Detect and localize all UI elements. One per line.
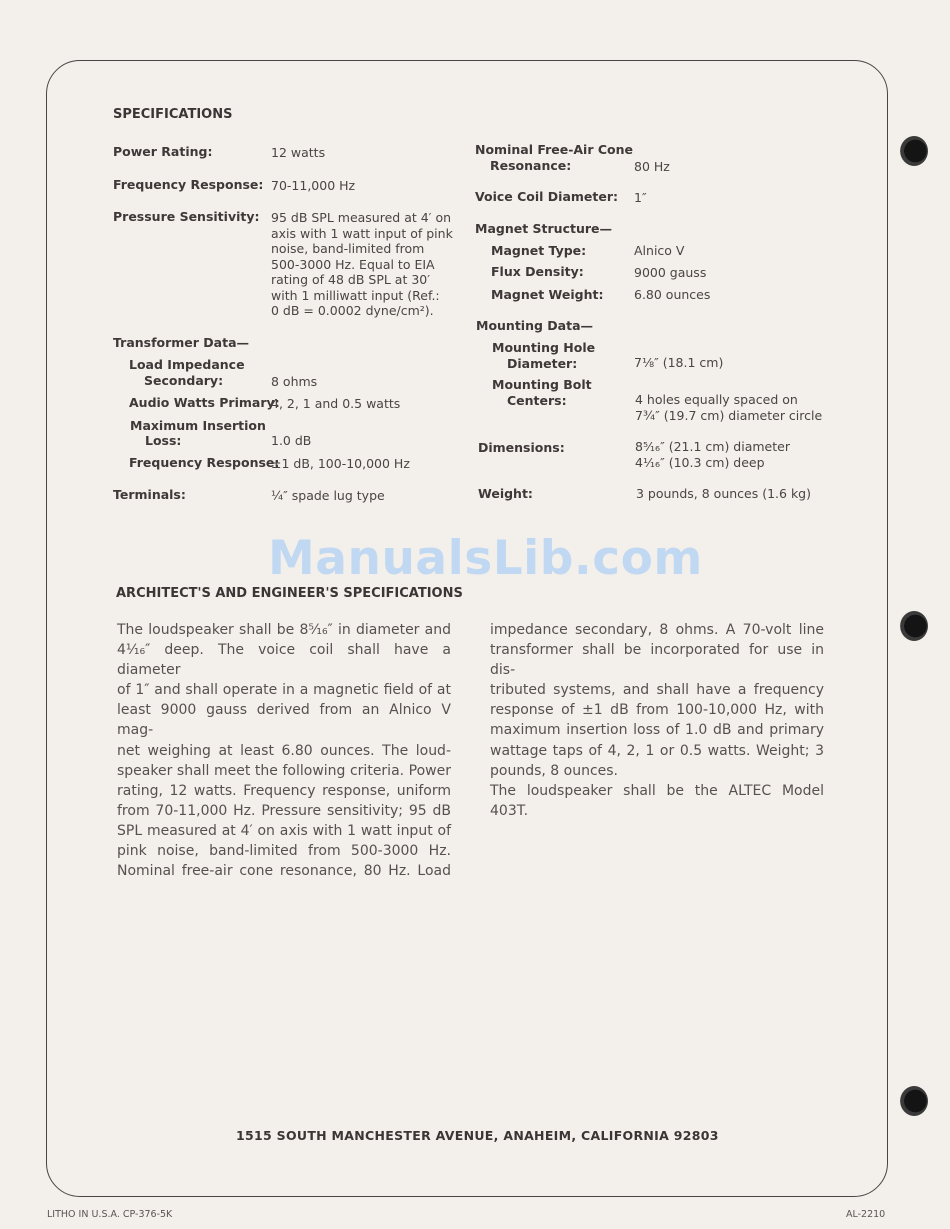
audio-watts-label: Audio Watts Primary: [129, 395, 280, 410]
load-impedance-label-2: Secondary: [144, 373, 224, 388]
flux-density-label: Flux Density: [491, 264, 584, 279]
architect-spec-column-2-closing: The loudspeaker shall be the ALTEC Model 403T. [490, 783, 824, 820]
cone-resonance-label: Nominal Free-Air Cone [475, 142, 633, 157]
weight-label: Weight: [478, 486, 533, 501]
mounting-hole-value: 7⅛″ (18.1 cm) [634, 355, 724, 370]
power-rating-label: Power Rating: [113, 144, 213, 159]
insertion-loss-label: Maximum Insertion [130, 418, 266, 433]
magnet-weight-value: 6.80 ounces [634, 287, 711, 302]
architect-spec-column-2: impedance secondary, 8 ohms. A 70-volt line transformer shall be incorporated for use in dis- tributed systems, and shall have a frequency response of ±1 dB from 100-10,000 Hz, with maximum insertion loss of 1.0 dB and primary wattage taps of 4, 2, 1 or 0.5 watts. Weight; 3 pounds, 8 ounces. [490, 622, 824, 779]
insertion-loss-value: 1.0 dB [271, 433, 312, 448]
cone-resonance-label-2: Resonance: [490, 158, 572, 173]
audio-watts-value: 4, 2, 1 and 0.5 watts [271, 396, 401, 411]
mounting-bolt-label-2: Centers: [507, 393, 567, 408]
voice-coil-value: 1″ [634, 190, 647, 205]
load-impedance-label: Load Impedance [129, 357, 245, 372]
architect-spec-column-1: The loudspeaker shall be 8⁵⁄₁₆″ in diameter and 4¹⁄₁₆″ deep. The voice coil shall have a diameter of 1″ and shall operate in a magnetic field of at least 9000 gauss derived from an Alnico V mag- net weighing at least 6.80 ounces. The loud- speaker shall meet the following criteria. Power rating, 12 watts. Frequency response, uniform from 70-11,000 Hz. Pressure sensitivity; 95 dB SPL measured at 4′ on axis with 1 watt input of pink noise, band-limited from 500-3000 Hz. Nominal free-air cone resonance, 80 Hz. Load [117, 622, 451, 880]
binder-hole-middle [900, 611, 928, 641]
cone-resonance-value: 80 Hz [634, 159, 670, 174]
mounting-hole-label-2: Diameter: [507, 356, 578, 371]
magnet-structure-heading: Magnet Structure— [475, 221, 612, 236]
transformer-data-heading: Transformer Data— [113, 335, 250, 350]
insertion-loss-label-2: Loss: [145, 433, 182, 448]
mounting-data-heading: Mounting Data— [476, 318, 594, 333]
pressure-sensitivity-label: Pressure Sensitivity: [113, 209, 260, 224]
transformer-frequency-value: ±1 dB, 100-10,000 Hz [271, 456, 410, 471]
transformer-frequency-label: Frequency Response: [129, 455, 280, 470]
weight-value: 3 pounds, 8 ounces (1.6 kg) [636, 486, 811, 501]
load-impedance-value: 8 ohms [271, 374, 318, 389]
footer-print-code: LITHO IN U.S.A. CP-376-5K [47, 1209, 173, 1220]
power-rating-value: 12 watts [271, 145, 326, 160]
terminals-value: ¼″ spade lug type [271, 488, 385, 503]
architect-spec-heading: ARCHITECT'S AND ENGINEER'S SPECIFICATIONS [116, 586, 463, 601]
binder-hole-top [900, 136, 928, 166]
frequency-response-value: 70-11,000 Hz [271, 178, 356, 193]
magnet-type-value: Alnico V [634, 243, 685, 258]
manualslib-watermark: ManualsLib.com [268, 531, 703, 586]
mounting-bolt-value: 4 holes equally spaced on 7¾″ (19.7 cm) diameter circle [635, 392, 823, 423]
dimensions-label: Dimensions: [478, 440, 565, 455]
voice-coil-label: Voice Coil Diameter: [475, 189, 618, 204]
mounting-hole-label: Mounting Hole [492, 340, 596, 355]
magnet-type-label: Magnet Type: [491, 243, 587, 258]
footer-doc-number: AL-2210 [846, 1209, 886, 1220]
flux-density-value: 9000 gauss [634, 265, 707, 280]
pressure-sensitivity-value: 95 dB SPL measured at 4′ on axis with 1 watt input of pink noise, band-limited from 500-3000 Hz. Equal to EIA rating of 48 dB SPL at 30′ with 1 milliwatt input (Ref.: 0 dB = 0.0002 dyne/cm²). [271, 210, 453, 318]
dimensions-value: 8⁵⁄₁₆″ (21.1 cm) diameter 4¹⁄₁₆″ (10.3 cm) deep [635, 439, 790, 470]
mounting-bolt-label: Mounting Bolt [492, 377, 592, 392]
frequency-response-label: Frequency Response: [113, 177, 264, 192]
specifications-heading: SPECIFICATIONS [113, 107, 233, 122]
company-address: 1515 SOUTH MANCHESTER AVENUE, ANAHEIM, CALIFORNIA 92803 [236, 1128, 719, 1143]
binder-hole-bottom [900, 1086, 928, 1116]
terminals-label: Terminals: [113, 487, 186, 502]
magnet-weight-label: Magnet Weight: [491, 287, 604, 302]
